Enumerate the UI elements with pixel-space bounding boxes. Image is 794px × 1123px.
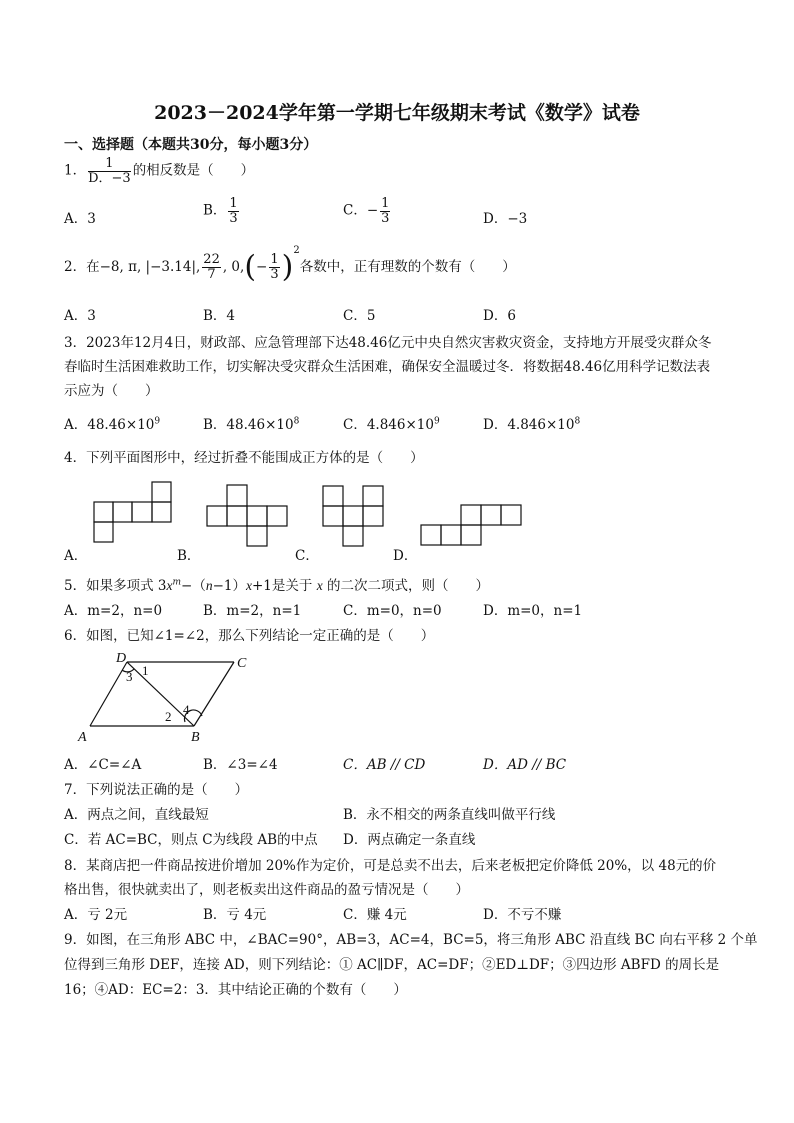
q5-option-d[interactable]: D．m=0，n=1	[483, 603, 583, 619]
angle-2-label: 2	[165, 709, 172, 724]
q8-line-1: 8．某商店把一件商品按进价增加 20%作为定价，可是总卖不出去，后来老板把定价降低 20%，以 48元的价	[64, 858, 717, 874]
q7-option-d[interactable]: D．两点确定一条直线	[343, 832, 476, 848]
question-1: 1． $\frac{1}{D.-3}$ 的相反数是（ ）	[64, 156, 255, 186]
question-6: 6．如图，已知∠1=∠2，那么下列结论一定正确的是（ ）	[64, 628, 435, 644]
q2-option-b[interactable]: B．4	[203, 308, 236, 324]
q3-option-b[interactable]: B．$48.46\times 10^8$	[203, 416, 300, 433]
question-5: 5．如果多项式 $3x^m-(n-1)x+1$是关于 x 的二次二项式，则（ ）	[64, 577, 489, 594]
q8-option-c[interactable]: C．赚 4元	[343, 907, 407, 923]
q7-option-a[interactable]: A．两点之间，直线最短	[64, 807, 209, 823]
q4-net-b	[207, 485, 289, 547]
q4-option-c[interactable]: C．	[295, 548, 319, 564]
q9-line-3: 16；④AD：EC=2：3．其中结论正确的个数有（ ）	[64, 982, 407, 998]
q8-option-d[interactable]: D．不亏不赚	[483, 907, 562, 923]
q3-line-3: 示应为（ ）	[64, 383, 159, 399]
q9-line-1: 9．如图，在三角形 ABC 中，∠BAC=90°，AB=3，AC=4，BC=5，将三角形 ABC 沿直线 BC 向右平移 2 个单	[64, 932, 758, 948]
q4-net-a	[94, 482, 174, 542]
q8-line-2: 格出售，很快就卖出了，则老板卖出这件商品的盈亏情况是（ ）	[64, 882, 469, 898]
q5-option-c[interactable]: C．m=0，n=0	[343, 603, 442, 619]
q3-option-d[interactable]: D．$4.846\times 10^8$	[483, 416, 581, 433]
q3-option-c[interactable]: C．$4.846\times 10^9$	[343, 416, 440, 433]
q3-line-2: 春临时生活困难救助工作，切实解决受灾群众生活困难，确保安全温暖过冬．将数据48.46亿用科学记数法表	[64, 359, 711, 375]
section-heading: 一、选择题（本题共30分，每小题3分）	[64, 137, 318, 153]
vertex-c-label: C	[237, 656, 247, 671]
q5-option-a[interactable]: A．m=2，n=0	[64, 603, 163, 619]
q9-line-2: 位得到三角形 DEF，连接 AD，则下列结论：① AC∥DF，AC=DF；②ED⊥DF；③四边形 ABFD 的周长是	[64, 957, 720, 973]
exam-title: 2023－2024学年第一学期七年级期末考试《数学》试卷	[154, 102, 640, 124]
q8-option-a[interactable]: A．亏 2元	[64, 907, 128, 923]
q4-net-d	[421, 505, 523, 547]
question-4: 4．下列平面图形中，经过折叠不能围成正方体的是（ ）	[64, 450, 424, 466]
q6-option-b[interactable]: B．∠3=∠4	[203, 757, 278, 773]
q3-line-1: 3．2023年12月4日，财政部、应急管理部下达48.46亿元中央自然灾害救灾资金，支持地方开展受灾群众冬	[64, 335, 712, 351]
q4-net-c	[323, 486, 385, 548]
question-7: 7．下列说法正确的是（ ）	[64, 782, 249, 798]
q2-option-a[interactable]: A．3	[64, 308, 96, 324]
q6-option-c[interactable]: C．AB // CD	[343, 757, 426, 773]
q6-option-d[interactable]: D．AD // BC	[483, 757, 567, 773]
vertex-b-label: B	[191, 730, 200, 745]
angle-3-label: 3	[126, 669, 133, 684]
q8-option-b[interactable]: B．亏 4元	[203, 907, 267, 923]
q7-option-c[interactable]: C．若 AC=BC，则点 C为线段 AB的中点	[64, 832, 318, 848]
angle-4-label: 4	[183, 702, 190, 717]
q5-option-b[interactable]: B．m=2，n=1	[203, 603, 302, 619]
q7-option-b[interactable]: B．永不相交的两条直线叫做平行线	[343, 807, 556, 823]
vertex-d-label: D	[116, 651, 127, 666]
vertex-a-label: A	[78, 730, 87, 745]
q1-option-a[interactable]: A．3	[64, 211, 96, 227]
q4-option-b[interactable]: B．	[177, 548, 201, 564]
q1-option-d[interactable]: D．−3	[483, 211, 528, 227]
angle-1-label: 1	[142, 663, 149, 678]
q4-option-a[interactable]: A．	[64, 548, 88, 564]
q2-option-d[interactable]: D．6	[483, 308, 516, 324]
q2-option-c[interactable]: C．5	[343, 308, 376, 324]
q6-option-a[interactable]: A．∠C=∠A	[64, 757, 142, 773]
q6-parallelogram-figure	[72, 650, 272, 745]
q1-option-c[interactable]: C．− $\frac{1}{3}$	[343, 196, 390, 226]
q1-option-b[interactable]: B． $\frac{1}{3}$	[203, 196, 238, 226]
q4-option-d[interactable]: D．	[393, 548, 418, 564]
q3-option-a[interactable]: A．$48.46\times 10^9$	[64, 416, 161, 433]
question-2: 2．在−8, π, |−3.14|, $\frac{22}{7}$ , 0,(− $\frac{1}{3}$ )$^2$各数中，正有理数的个数有（ ）	[64, 245, 516, 285]
